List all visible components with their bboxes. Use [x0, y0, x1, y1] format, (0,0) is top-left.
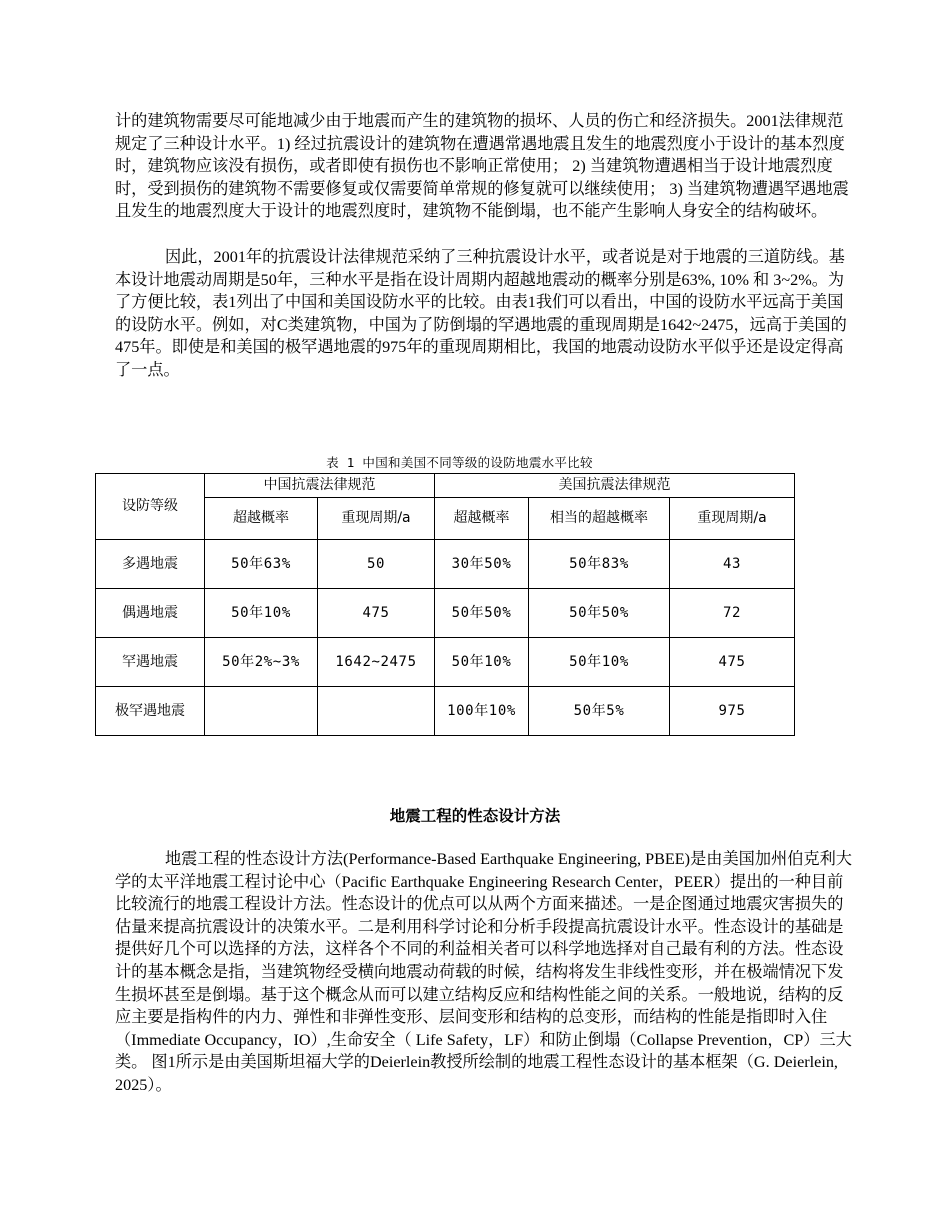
table-caption-wrap — [95, 453, 794, 475]
section-body — [115, 848, 855, 1097]
cell-us-equivalent-probability: 50年5% — [529, 687, 670, 736]
intro-text — [115, 110, 855, 382]
header-us-return-period: 重现周期/a — [670, 498, 795, 540]
table-row — [96, 589, 795, 638]
table-row — [96, 540, 795, 589]
cell-cn-probability: 50年10% — [205, 589, 318, 638]
seismic-level-table — [95, 473, 795, 736]
table-caption: 表 1 中国和美国不同等级的设防地震水平比较 — [326, 455, 593, 470]
table-row — [96, 687, 795, 736]
intro-paragraph-1: 计的建筑物需要尽可能地减少由于地震而产生的建筑物的损坏、人员的伤亡和经济损失。2001法律规范规定了三种设计水平。1) 经过抗震设计的建筑物在遭遇常遇地震且发生的地震烈度小于设计的基本烈度时，建筑物应该没有损伤，或者即使有损伤也不影响正常使用； 2) 当建筑物遭遇相当于设计地震烈度时，受到损伤的建筑物不需要修复或仅需要简单常规的修复就可以继续使用； 3) 当建筑物遭遇罕遇地震且发生的地震烈度大于设计的地震烈度时，建筑物不能倒塌，也不能产生影响人身安全的结构破坏。 — [115, 112, 849, 221]
cell-us-return-period: 475 — [670, 638, 795, 687]
header-china-code: 中国抗震法律规范 — [205, 474, 435, 498]
header-cn-return-period: 重现周期/a — [318, 498, 435, 540]
cell-cn-probability — [205, 687, 318, 736]
cell-us-probability: 50年50% — [435, 589, 529, 638]
cell-level: 多遇地震 — [96, 540, 205, 589]
cell-us-probability: 100年10% — [435, 687, 529, 736]
table-header-row-1 — [96, 474, 795, 498]
cell-us-equivalent-probability: 50年10% — [529, 638, 670, 687]
cell-us-equivalent-probability: 50年83% — [529, 540, 670, 589]
cell-level: 偶遇地震 — [96, 589, 205, 638]
table-row — [96, 638, 795, 687]
cell-us-return-period: 72 — [670, 589, 795, 638]
cell-us-probability: 30年50% — [435, 540, 529, 589]
header-us-equivalent-probability: 相当的超越概率 — [529, 498, 670, 540]
header-usa-code: 美国抗震法律规范 — [435, 474, 795, 498]
intro-paragraph-2: 因此，2001年的抗震设计法律规范采纳了三种抗震设计水平，或者说是对于地震的三道防线。基本设计地震动周期是50年，三种水平是指在设计周期内超越地震动的概率分别是63%, 10% 和 3~2%。为了方便比较，表1列出了中国和美国设防水平的比较。由表1我们可以看出，中国的设防水平远高于美国的设防水平。例如，对C类建筑物，中国为了防倒塌的罕遇地震的重现周期是1642~2475，远高于美国的475年。即使是和美国的极罕遇地震的975年的重现周期相比，我国的地震动设防水平似乎还是设定得高了一点。 — [115, 247, 847, 379]
cell-us-equivalent-probability: 50年50% — [529, 589, 670, 638]
cell-us-probability: 50年10% — [435, 638, 529, 687]
cell-cn-probability: 50年2%~3% — [205, 638, 318, 687]
header-level: 设防等级 — [96, 474, 205, 540]
header-cn-probability: 超越概率 — [205, 498, 318, 540]
cell-cn-return-period: 50 — [318, 540, 435, 589]
header-us-probability: 超越概率 — [435, 498, 529, 540]
cell-cn-return-period: 1642~2475 — [318, 638, 435, 687]
cell-us-return-period: 43 — [670, 540, 795, 589]
cell-level: 罕遇地震 — [96, 638, 205, 687]
cell-us-return-period: 975 — [670, 687, 795, 736]
cell-cn-return-period — [318, 687, 435, 736]
cell-level: 极罕遇地震 — [96, 687, 205, 736]
section-heading: 地震工程的性态设计方法 — [389, 807, 561, 825]
cell-cn-return-period: 475 — [318, 589, 435, 638]
cell-cn-probability: 50年63% — [205, 540, 318, 589]
section-paragraph-1: 地震工程的性态设计方法(Performance-Based Earthquake Engineering, PBEE)是由美国加州伯克利大学的太平洋地震工程讨论中心（Pacific Earthquake Engineering Research Center，PEER）提出的一种目前比较流行的地震工程设计方法。性态设计的优点可以从两个方面来描述。一是企图通过地震灾害损失的估量来提高抗震设计的决策水平。二是利用科学讨论和分析手段提高抗震设计水平。性态设计的基础是提供好几个可以选择的方法，这样各个不同的利益相关者可以科学地选择对自己最有利的方法。性态设计的基本概念是指，当建筑物经受横向地震动荷载的时候，结构将发生非线性变形，并在极端情况下发生损坏甚至是倒塌。基于这个概念从而可以建立结构反应和结构性能之间的关系。一般地说，结构的反应主要是指构件的内力、弹性和非弹性变形、层间变形和结构的总变形，而结构的性能是指即时入住（Immediate Occupancy，IO）,生命安全（ Life Safety，LF）和防止倒塌（Collapse Prevention，CP）三大类。 图1所示是由美国斯坦福大学的Deierlein教授所绘制的地震工程性态设计的基本框架（G. Deierlein, 2025）。 — [115, 850, 852, 1094]
